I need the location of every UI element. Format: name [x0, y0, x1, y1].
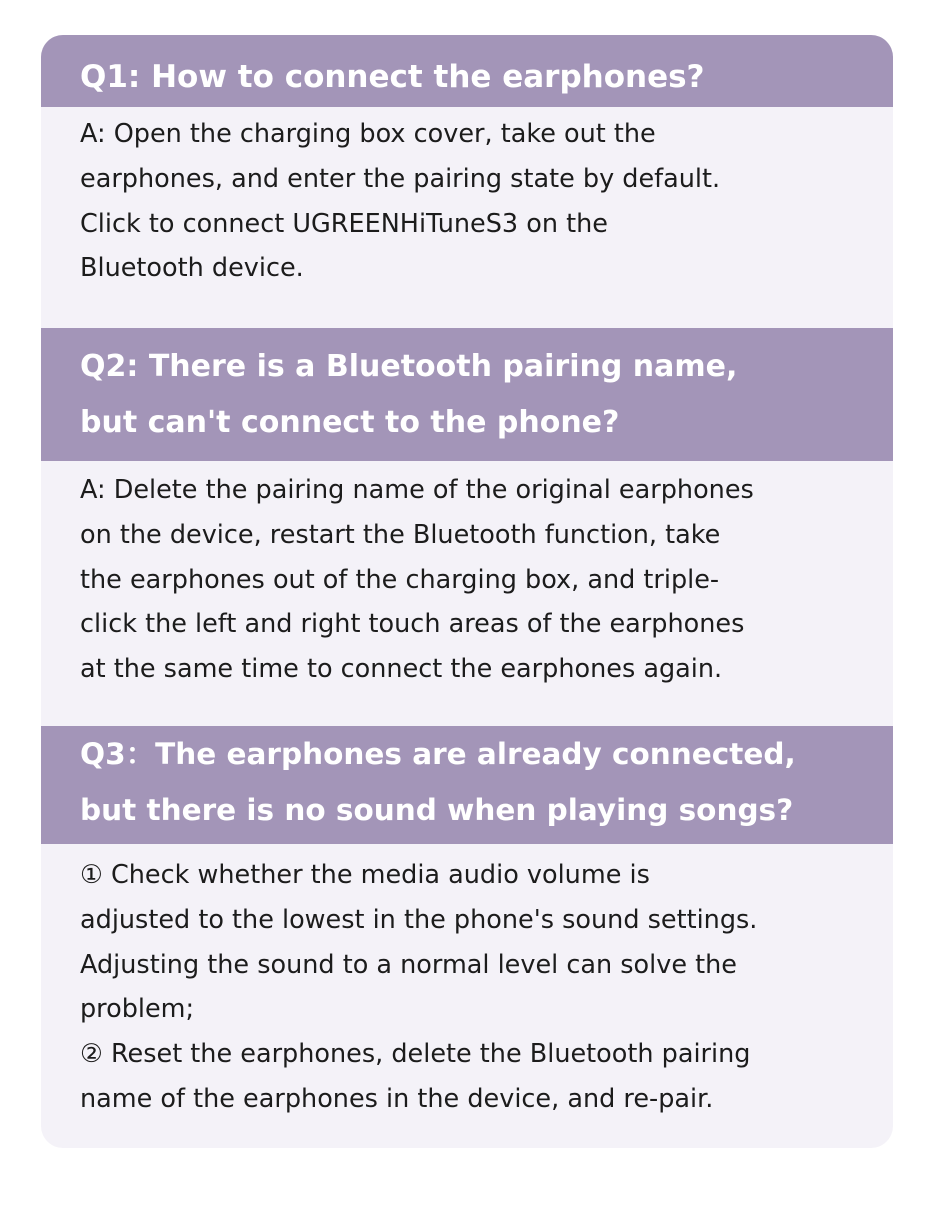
answer-2: [80, 468, 880, 692]
answer-3-line-2: adjusted to the lowest in the phone's sound settings.: [80, 904, 758, 935]
answer-3-line-5: ② Reset the earphones, delete the Bluetooth pairing: [80, 1039, 751, 1070]
question-2-line-2: but can't connect to the phone?: [80, 405, 620, 440]
question-3-line-2: but there is no sound when playing songs?: [80, 793, 794, 827]
answer-2-line-1: A: Delete the pairing name of the original earphones: [80, 475, 754, 505]
answer-1-line-1: A: Open the charging box cover, take out the: [80, 119, 656, 149]
faq-card: [41, 35, 893, 1148]
answer-1-line-4: Bluetooth device.: [80, 253, 304, 284]
question-1-header: [41, 35, 893, 107]
answer-1: [80, 112, 880, 291]
answer-3-line-3: Adjusting the sound to a normal level can solve the: [80, 949, 737, 980]
answer-3-line-4: problem;: [80, 994, 195, 1025]
question-1-line-1: Q1: How to connect the earphones?: [80, 59, 705, 95]
answer-1-line-3: Click to connect UGREENHiTuneS3 on the: [80, 208, 608, 239]
answer-2-line-2: on the device, restart the Bluetooth function, take: [80, 519, 721, 550]
answer-1-line-2: earphones, and enter the pairing state by default.: [80, 163, 721, 194]
answer-2-line-3: the earphones out of the charging box, and triple-: [80, 564, 720, 595]
question-3-header: [41, 726, 893, 844]
answer-3: [80, 853, 885, 1122]
question-2-header: [41, 328, 893, 461]
question-3-line-1: Q3：The earphones are already connected,: [80, 737, 796, 771]
answer-3-line-6: name of the earphones in the device, and re-pair.: [80, 1083, 714, 1114]
question-2-line-1: Q2: There is a Bluetooth pairing name,: [80, 349, 738, 384]
answer-2-line-5: at the same time to connect the earphones again.: [80, 654, 723, 685]
answer-2-line-4: click the left and right touch areas of the earphones: [80, 609, 745, 640]
answer-3-line-1: ① Check whether the media audio volume is: [80, 860, 650, 890]
